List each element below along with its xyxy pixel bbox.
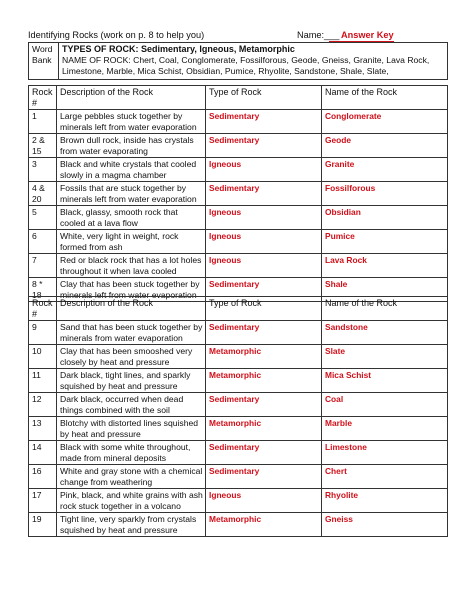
rocks-table-1-body xyxy=(29,110,448,302)
rock-name: Chert xyxy=(322,465,448,489)
table-row xyxy=(29,182,448,206)
rock-description: Red or black rock that has a lot holes throughout it when lava cooled xyxy=(57,254,206,278)
rock-number: 13 xyxy=(29,417,57,441)
rock-number: 3 xyxy=(29,158,57,182)
rock-name: Gneiss xyxy=(322,513,448,537)
rock-number: 1 xyxy=(29,110,57,134)
rocks-table-1 xyxy=(28,85,448,302)
rock-description: Black and white crystals that cooled slowly in a magma chamber xyxy=(57,158,206,182)
rock-description: Fossils that are stuck together by minerals left from water evaporation xyxy=(57,182,206,206)
rock-description: Dark black, tight lines, and sparkly squished by heat and pressure xyxy=(57,369,206,393)
rock-name: Granite xyxy=(322,158,448,182)
column-header: Type of Rock xyxy=(206,297,322,321)
rock-type: Sedimentary xyxy=(206,441,322,465)
rock-type: Sedimentary xyxy=(206,134,322,158)
rock-description: Blotchy with distorted lines squished by heat and pressure xyxy=(57,417,206,441)
table-row xyxy=(29,417,448,441)
rock-description: Brown dull rock, inside has crystals from water evaporating xyxy=(57,134,206,158)
table-row xyxy=(29,393,448,417)
rock-type: Sedimentary xyxy=(206,110,322,134)
table-row xyxy=(29,158,448,182)
rock-name: Sandstone xyxy=(322,321,448,345)
column-header: Description of the Rock xyxy=(57,86,206,110)
word-bank-names: NAME OF ROCK: Chert, Coal, Conglomerate, Fossilforous, Geode, Gneiss, Granite, Lava Rock, Limestone, Marble, Mica Schist, Obsidian, Pumice, Rhyolite, Sandstone, Shale, Slate, xyxy=(62,55,430,76)
rock-type: Metamorphic xyxy=(206,513,322,537)
table-row xyxy=(29,134,448,158)
rock-name: Coal xyxy=(322,393,448,417)
rock-type: Metamorphic xyxy=(206,345,322,369)
rock-name: Shale xyxy=(322,278,448,302)
word-bank-table xyxy=(28,42,448,80)
rock-type: Sedimentary xyxy=(206,182,322,206)
rock-name: Limestone xyxy=(322,441,448,465)
table-row xyxy=(29,254,448,278)
word-bank-content xyxy=(59,43,448,80)
rock-description: Sand that has been stuck together by minerals from water evaporation xyxy=(57,321,206,345)
rock-type: Sedimentary xyxy=(206,278,322,302)
rock-description: Black, glassy, smooth rock that cooled at a lava flow xyxy=(57,206,206,230)
rock-description: Pink, black, and white grains with ash rock stuck together in a volcano xyxy=(57,489,206,513)
rock-name: Lava Rock xyxy=(322,254,448,278)
rock-type: Igneous xyxy=(206,158,322,182)
rock-description: Large pebbles stuck together by minerals left from water evaporation xyxy=(57,110,206,134)
word-bank-types: TYPES OF ROCK: Sedimentary, Igneous, Metamorphic xyxy=(62,44,295,54)
rock-type: Metamorphic xyxy=(206,417,322,441)
rock-number: 5 xyxy=(29,206,57,230)
word-bank-label: Word Bank xyxy=(29,43,59,80)
rock-type: Sedimentary xyxy=(206,393,322,417)
name-label: Name:___ xyxy=(297,30,340,40)
rock-description: White and gray stone with a chemical change from weathering xyxy=(57,465,206,489)
worksheet-title: Identifying Rocks (work on p. 8 to help you) xyxy=(28,30,205,40)
table-row xyxy=(29,230,448,254)
rock-description: White, very light in weight, rock formed from ash xyxy=(57,230,206,254)
name-value: Answer Key xyxy=(329,30,394,42)
rock-name: Marble xyxy=(322,417,448,441)
rock-description: Clay that has been smooshed very closely by heat and pressure xyxy=(57,345,206,369)
table-row xyxy=(29,465,448,489)
rock-name: Fossilforous xyxy=(322,182,448,206)
rock-number: 19 xyxy=(29,513,57,537)
column-header: Type of Rock xyxy=(206,86,322,110)
rock-number: 9 xyxy=(29,321,57,345)
table-row xyxy=(29,489,448,513)
rocks-table-2 xyxy=(28,296,448,537)
rock-description: Tight line, very sparkly from crystals squished by heat and pressure xyxy=(57,513,206,537)
rock-number: 8 * 18 xyxy=(29,278,57,302)
column-header: Description of the Rock xyxy=(57,297,206,321)
rocks-table-2-body xyxy=(29,321,448,537)
rock-number: 4 & 20 xyxy=(29,182,57,206)
rock-number: 10 xyxy=(29,345,57,369)
rock-number: 16 xyxy=(29,465,57,489)
rock-name: Obsidian xyxy=(322,206,448,230)
table-row xyxy=(29,513,448,537)
table-header-row xyxy=(29,86,448,110)
rock-number: 2 & 15 xyxy=(29,134,57,158)
rock-type: Sedimentary xyxy=(206,321,322,345)
rock-number: 12 xyxy=(29,393,57,417)
table-row xyxy=(29,110,448,134)
table-row xyxy=(29,321,448,345)
rock-name: Conglomerate xyxy=(322,110,448,134)
table-header-row xyxy=(29,297,448,321)
column-header: Rock # xyxy=(29,86,57,110)
rock-number: 6 xyxy=(29,230,57,254)
rock-type: Igneous xyxy=(206,206,322,230)
rock-number: 17 xyxy=(29,489,57,513)
rock-number: 11 xyxy=(29,369,57,393)
rock-type: Igneous xyxy=(206,254,322,278)
rock-description: Black with some white throughout, made from mineral deposits xyxy=(57,441,206,465)
table-row xyxy=(29,369,448,393)
rock-type: Igneous xyxy=(206,489,322,513)
column-header: Name of the Rock xyxy=(322,297,448,321)
rock-type: Metamorphic xyxy=(206,369,322,393)
rock-name: Slate xyxy=(322,345,448,369)
column-header: Rock # xyxy=(29,297,57,321)
table-row xyxy=(29,345,448,369)
rock-number: 14 xyxy=(29,441,57,465)
rock-number: 7 xyxy=(29,254,57,278)
rock-type: Sedimentary xyxy=(206,465,322,489)
rock-name: Rhyolite xyxy=(322,489,448,513)
table-row xyxy=(29,441,448,465)
page-header xyxy=(28,30,448,42)
rock-type: Igneous xyxy=(206,230,322,254)
rock-description: Dark black, occurred when dead things combined with the soil xyxy=(57,393,206,417)
table-row xyxy=(29,206,448,230)
rock-description: Clay that has been stuck together by minerals left from water evaporation xyxy=(57,278,206,302)
rock-name: Pumice xyxy=(322,230,448,254)
column-header: Name of the Rock xyxy=(322,86,448,110)
rock-name: Geode xyxy=(322,134,448,158)
rock-name: Mica Schist xyxy=(322,369,448,393)
